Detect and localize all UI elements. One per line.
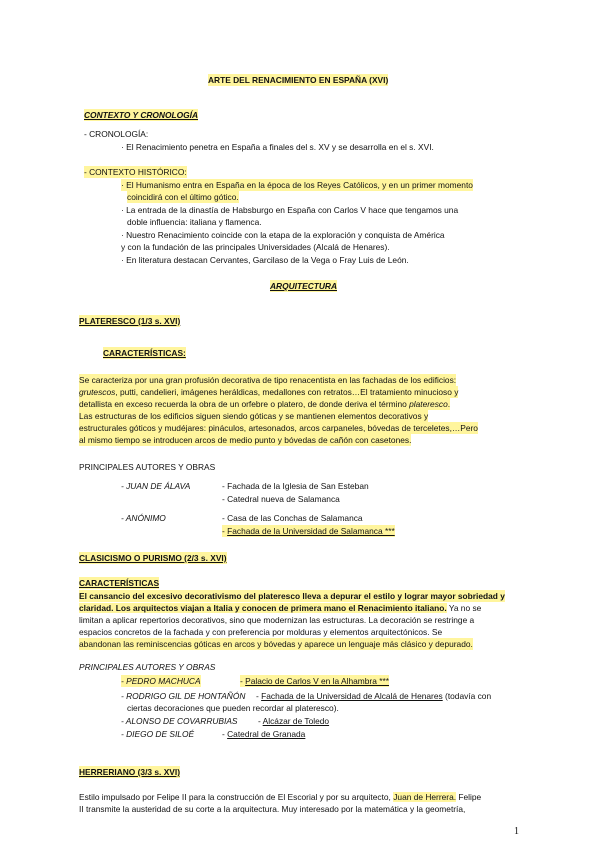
work-alcazar-toledo — [258, 715, 329, 727]
work-dash: - — [222, 729, 228, 739]
author-pedro-machuca: - PEDRO MACHUCA — [121, 676, 201, 686]
plateresco-text-4: Las estructuras de los edificios siguen siendo góticas y se mantienen elementos decorativos y — [79, 411, 429, 421]
clasicismo-text-4: espacios concretos de la fachada y con preferencia por molduras y elementos arquitectónicos. Se — [79, 627, 443, 637]
plateresco-text-3a: detallista en exceso recuerda la obra de un orfebre o platero, de donde deriva el término — [79, 399, 410, 409]
work-catedral-granada-title: Catedral de Granada — [227, 729, 306, 739]
work-fachada-san-esteban: - Fachada de la Iglesia de San Esteban — [222, 481, 369, 491]
plateresco-heading: PLATERESCO (1/3 s. XVI) — [79, 316, 181, 326]
plateresco-text-1: Se caracteriza por una gran profusión decorativa de tipo renacentista en las fachadas de los edificios: — [79, 375, 457, 385]
contexto-historico-label: - CONTEXTO HISTÓRICO: — [84, 167, 187, 177]
section-heading-arquitectura: ARQUITECTURA — [270, 281, 337, 291]
clasicismo-text-2b: Ya no se — [446, 603, 482, 613]
plateresco-text-6: al mismo tiempo se introducen arcos de medio punto y bóvedas de cañón con casetones. — [79, 435, 412, 445]
plateresco-caracteristicas-heading: CARACTERÍSTICAS: — [103, 348, 186, 358]
herreriano-heading: HERRERIANO (3/3 s. XVI) — [79, 767, 180, 777]
historico-item-1b: coincidirá con el último gótico. — [127, 192, 239, 202]
author-anonimo: - ANÓNIMO — [121, 513, 166, 523]
historico-item-2b: doble influencia: italiana y flamenca. — [127, 217, 262, 227]
clasicismo-text-5: abandonan las reminiscencias góticas en arcos y bóvedas y aparece un lenguaje más clásico y depurado. — [79, 639, 473, 649]
herreriano-text-1a: Estilo impulsado por Felipe II para la construcción de El Escorial y por su arquitecto, — [79, 792, 394, 802]
work-dash: - — [240, 676, 246, 686]
historico-item-1a: · El Humanismo entra en España en la época de los Reyes Católicos, y en un primer momento — [121, 179, 473, 191]
author-juan-de-alava: - JUAN DE ÁLAVA — [121, 481, 191, 491]
historico-item-3b: y con la fundación de las principales Universidades (Alcalá de Henares). — [121, 242, 390, 252]
clasicismo-text-2a: claridad. Los arquitectos viajan a Italia y conocen de primera mano el Renacimiento italiano. — [79, 603, 447, 613]
author-rodrigo-gil: - RODRIGO GIL DE HONTAÑÓN — [121, 691, 246, 701]
cronologia-label: - CRONOLOGÍA: — [84, 129, 149, 139]
juan-de-herrera: Juan de Herrera. — [393, 792, 457, 802]
clasicismo-text-1: El cansancio del excesivo decorativismo del plateresco lleva a depurar el estilo y lograr mayor sobriedad y — [79, 591, 505, 601]
work-palacio-carlos-v-title: Palacio de Carlos V en la Alhambra *** — [245, 676, 389, 686]
work-fachada-alcala-note-2: ciertas decoraciones que pueden recordar al plateresco). — [127, 703, 339, 713]
clasicismo-autores-heading: PRINCIPALES AUTORES Y OBRAS — [79, 662, 216, 672]
section-heading-contexto: CONTEXTO Y CRONOLOGÍA — [84, 110, 199, 120]
work-casa-conchas: - Casa de las Conchas de Salamanca — [222, 513, 363, 523]
plateresco-text-5: estructurales góticos y mudéjares: pináculos, artesonados, arcos carpaneles, bóvedas de terceletes,…Pero — [79, 423, 478, 433]
herreriano-text-1 — [79, 791, 481, 803]
clasicismo-text-3: limitan a aplicar repertorios decorativos, sino que modernizan las estructuras. La decoración se restringe a — [79, 615, 475, 625]
plateresco-text-2-rest: , putti, candelieri, imágenes heráldicas, medallones con retratos…El tratamiento minucioso y — [115, 387, 459, 397]
work-alcazar-toledo-title: Alcázar de Toledo — [262, 716, 330, 726]
herreriano-text-2: II transmite la austeridad de su corte a la arquitectura. Muy interesado por la matemática y la geometría, — [79, 804, 466, 814]
work-fachada-universidad-salamanca-title: Fachada de la Universidad de Salamanca *** — [227, 526, 395, 536]
cronologia-item: · El Renacimiento penetra en España a finales del s. XV y se desarrolla en el s. XVI. — [121, 141, 434, 153]
work-catedral-granada — [222, 728, 305, 740]
historico-item-2a: · La entrada de la dinastía de Habsburgo en España con Carlos V hace que tengamos una — [121, 204, 521, 216]
work-dash: - — [256, 691, 262, 701]
clasicismo-caracteristicas-heading: CARACTERÍSTICAS — [79, 578, 160, 588]
work-fachada-alcala-note: (todavía con — [442, 691, 492, 701]
clasicismo-heading: CLASICISMO O PURISMO (2/3 s. XVI) — [79, 553, 227, 563]
work-dash: - — [258, 716, 263, 726]
clasicismo-text-2 — [79, 602, 481, 614]
page-number: 1 — [514, 826, 519, 837]
work-fachada-alcala — [256, 690, 491, 702]
work-catedral-nueva-salamanca: - Catedral nueva de Salamanca — [222, 494, 340, 504]
plateresco-text-2 — [79, 386, 458, 398]
work-fachada-universidad-salamanca — [222, 525, 395, 537]
plateresco-autores-heading: PRINCIPALES AUTORES Y OBRAS — [79, 462, 216, 472]
historico-item-3a: · Nuestro Renacimiento coincide con la etapa de la exploración y conquista de América — [121, 229, 445, 241]
grutescos-term: grutescos — [79, 387, 116, 397]
author-alonso-covarrubias: - ALONSO DE COVARRUBIAS — [121, 716, 238, 726]
author-diego-siloe: - DIEGO DE SILOÉ — [121, 729, 195, 739]
plateresco-text-3 — [79, 398, 450, 410]
plateresco-text-3c: . — [447, 399, 451, 409]
plateresco-term: plateresco — [409, 399, 448, 409]
work-palacio-carlos-v — [240, 675, 389, 687]
work-dash: - — [222, 526, 228, 536]
work-fachada-alcala-title: Fachada de la Universidad de Alcalá de Henares — [261, 691, 443, 701]
page-title: ARTE DEL RENACIMIENTO EN ESPAÑA (XVI) — [208, 75, 389, 85]
herreriano-text-1c: Felipe — [456, 792, 482, 802]
historico-item-4: · En literatura destacan Cervantes, Garcilaso de la Vega o Fray Luis de León. — [121, 254, 409, 266]
